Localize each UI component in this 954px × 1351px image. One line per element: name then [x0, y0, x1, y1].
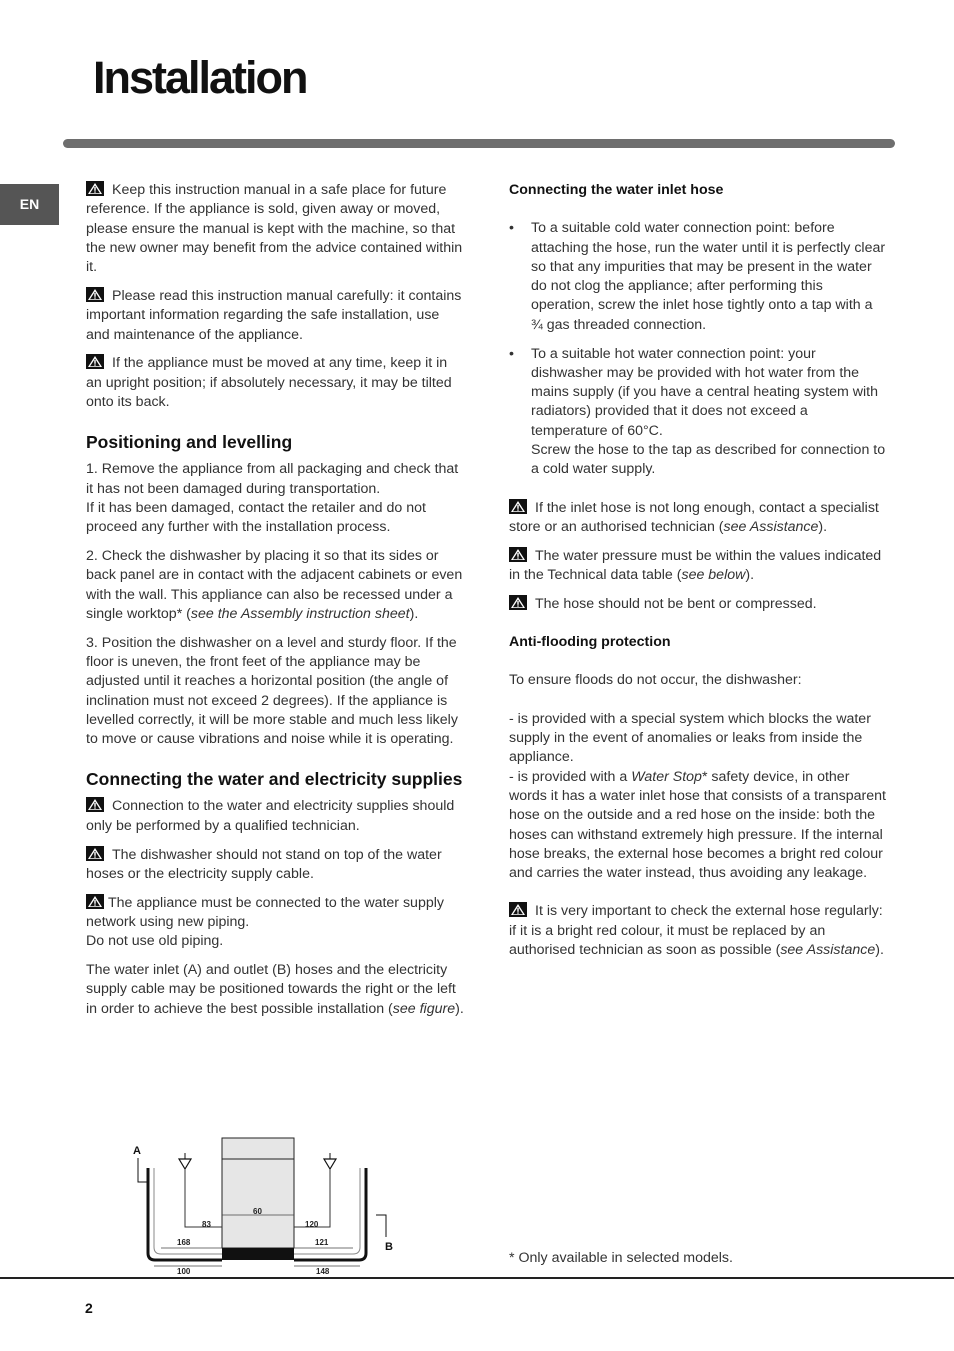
warning-triangle-icon	[86, 181, 104, 196]
positioning-step-2: 2. Check the dishwasher by placing it so that its sides or back panel are in contact with the adjacent cabinets or even with the wall. This appliance can also be recessed under a single worktop* (see the Assembly instruction sheet).	[86, 547, 463, 622]
warning-triangle-icon	[509, 902, 527, 917]
warning-triangle-icon	[509, 547, 527, 562]
page-title: Installation	[93, 52, 307, 103]
inlet-hose-heading: Connecting the water inlet hose	[509, 182, 724, 198]
dim-83: 83	[202, 1220, 211, 1229]
label-b: B	[385, 1241, 393, 1253]
list-item: • To a suitable hot water connection point: your dishwasher may be provided with hot water from the mains supply (if you have a central heating system with radiators) provided that it does not exceed a temperature of 60°C. Screw the hose to the tap as described for connection to a cold water supply.	[509, 345, 886, 478]
connecting-warning-2: The dishwasher should not stand on top of the water hoses or the electricity supply cable.	[86, 846, 442, 882]
anti-flooding-intro: To ensure floods do not occur, the dishwasher:	[509, 672, 802, 689]
bullet-icon: •	[509, 220, 514, 237]
right-column	[509, 181, 887, 970]
dim-120: 120	[305, 1220, 319, 1229]
connecting-hoses-paragraph: The water inlet (A) and outlet (B) hoses and the electricity supply cable may be positioned towards the right or the left in order to achieve the best possible installation (see figure).	[86, 962, 464, 1017]
positioning-step-3: 3. Position the dishwasher on a level and sturdy floor. If the floor is uneven, the front feet of the appliance may be adjusted until it reaches a horizontal position (the angle of inclination must not exceed 2 degrees). If the appliance is levelled correctly, it will be more stable and much less likely to move or cause vibrations and noise while it is operating.	[86, 634, 458, 748]
footer-rule	[0, 1277, 954, 1279]
page-number: 2	[85, 1300, 93, 1316]
intro-warning-2: Please read this instruction manual carefully: it contains important information regarding the safe installation, use and maintenance of the appliance.	[86, 287, 462, 343]
dishwasher-base	[222, 1248, 294, 1260]
dim-168: 168	[177, 1238, 191, 1247]
hose-position-figure	[130, 1135, 400, 1280]
dim-121: 121	[315, 1238, 329, 1247]
connecting-warning-3: The appliance must be connected to the water supply network using new piping. Do not use old piping.	[86, 894, 444, 950]
warning-triangle-icon	[509, 499, 527, 514]
positioning-step-1: 1. Remove the appliance from all packaging and check that it has not been damaged during transportation. If it has been damaged, contact the retailer and do not proceed any further with the installation process.	[86, 461, 459, 536]
intro-warning-3: If the appliance must be moved at any time, keep it in an upright position; if absolutely necessary, it may be tilted onto its back.	[86, 355, 452, 410]
bullet-icon: •	[509, 345, 514, 362]
warning-triangle-icon	[509, 595, 527, 610]
warning-triangle-icon	[86, 287, 104, 302]
tap-icon	[179, 1153, 191, 1169]
tap-icon	[324, 1153, 336, 1169]
dim-148: 148	[316, 1267, 330, 1276]
warning-triangle-icon	[86, 354, 104, 369]
intro-warning-1: Keep this instruction manual in a safe place for future reference. If the appliance is sold, given away or moved, please ensure the manual is kept with the machine, so that the new owner may benefit from the advice contained within it.	[86, 182, 463, 276]
inlet-warning-2: The water pressure must be within the values indicated in the Technical data table (see below).	[509, 547, 882, 584]
anti-flooding-heading: Anti-flooding protection	[509, 634, 671, 651]
inlet-warning-3: The hose should not be bent or compressed.	[509, 595, 887, 614]
left-column	[86, 181, 464, 1028]
inlet-hose-list	[509, 219, 887, 479]
connecting-heading: Connecting the water and electricity supplies	[86, 769, 463, 790]
label-a: A	[133, 1145, 141, 1157]
footnote: * Only available in selected models.	[509, 1250, 733, 1266]
list-item: • To a suitable cold water connection point: before attaching the hose, run the water until it is perfectly clear so that any impurities that may be present in the water do not clog the appliance; after performing this operation, screw the inlet hose tightly onto a tap with a ¾ gas threaded connection.	[509, 220, 886, 333]
connecting-warning-1: Connection to the water and electricity supplies should only be performed by a qualified technician.	[86, 798, 455, 834]
positioning-heading: Positioning and levelling	[86, 432, 293, 453]
inlet-warning-1: If the inlet hose is not long enough, contact a specialist store or an authorised technician (see Assistance).	[509, 499, 879, 535]
warning-triangle-icon	[86, 797, 104, 812]
dim-100: 100	[177, 1267, 191, 1276]
dishwasher-body	[222, 1138, 294, 1248]
warning-triangle-icon	[86, 846, 104, 861]
header-rule	[63, 139, 895, 148]
language-tab: EN	[0, 184, 59, 225]
anti-flooding-details: - is provided with a special system which blocks the water supply in the event of anomalies or leaks from inside the appliance. - is provided with a Water Stop* safety device, in other words it has a water inlet hose that consists of a transparent hose on the outside and a red hose on the inside: both the hoses can withstand extremely high pressure. If the internal hose breaks, the external hose becomes a bright red colour and carries the water instead, thus avoiding any leakage.	[509, 710, 886, 882]
anti-flooding-warning: It is very important to check the external hose regularly: if it is a bright red colour, it must be replaced by an authorised technician as soon as possible (see Assistance).	[509, 903, 884, 958]
dim-60: 60	[253, 1207, 262, 1216]
warning-triangle-icon	[86, 894, 104, 909]
